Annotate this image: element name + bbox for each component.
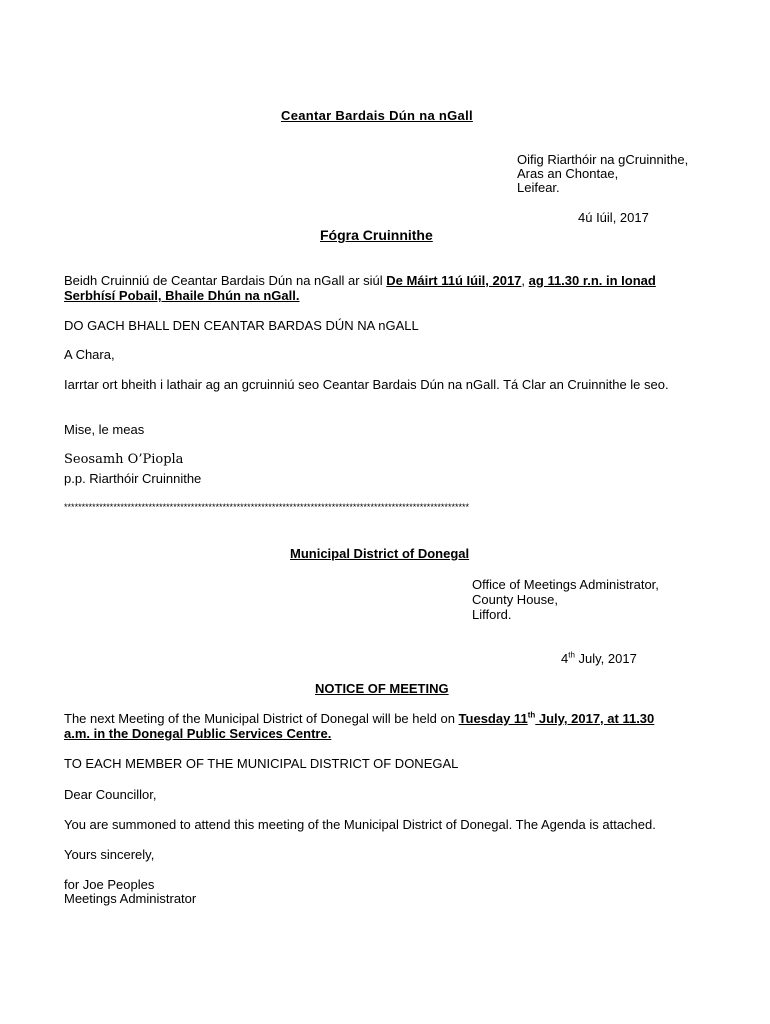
english-address-line-1: Office of Meetings Administrator,	[472, 577, 659, 592]
irish-notice-title: Fógra Cruinnithe	[320, 227, 433, 243]
english-date-day: 4	[561, 651, 569, 666]
irish-body: Iarrtar ort bheith i lathair ag an gcruinniú seo Ceantar Bardais Dún na nGall. Tá Clar an Cruinnithe le seo.	[64, 377, 669, 392]
english-intro-bold-sup: th	[527, 710, 536, 720]
irish-heading: Ceantar Bardais Dún na nGall	[281, 108, 473, 123]
english-address-line-2: County House,	[472, 592, 558, 607]
irish-salutation: A Chara,	[64, 347, 115, 362]
irish-intro-comma: ,	[521, 273, 529, 288]
english-signatory-line-1: for Joe Peoples	[64, 877, 155, 892]
english-intro-line-1	[64, 711, 654, 726]
irish-intro-line-2: Serbhísí Pobail, Bhaile Dhún na nGall.	[64, 288, 300, 303]
irish-intro-time-place: ag 11.30 r.n. in Ionad	[528, 273, 656, 288]
irish-address-line-3: Leifear.	[517, 180, 560, 195]
irish-to-members: DO GACH BHALL DEN CEANTAR BARDAS DÚN NA nGALL	[64, 318, 419, 333]
irish-intro-line-1	[64, 273, 656, 288]
irish-signatory: p.p. Riarthóir Cruinnithe	[64, 471, 202, 486]
irish-address-line-2: Aras an Chontae,	[517, 166, 619, 181]
irish-date: 4ú Iúil, 2017	[578, 210, 649, 225]
english-to-members: TO EACH MEMBER OF THE MUNICIPAL DISTRICT OF DONEGAL	[64, 756, 459, 771]
english-body: You are summoned to attend this meeting of the Municipal District of Donegal. The Agenda is attached.	[64, 817, 656, 832]
english-date	[561, 651, 637, 666]
english-closing: Yours sincerely,	[64, 847, 155, 862]
irish-closing: Mise, le meas	[64, 422, 145, 437]
english-address-line-3: Lifford.	[472, 607, 512, 622]
irish-intro-date: De Máirt 11ú Iúil, 2017	[386, 273, 522, 288]
english-intro-line-2: a.m. in the Donegal Public Services Centre.	[64, 726, 332, 741]
english-intro-bold-2: July, 2017, at 11.30	[535, 711, 655, 726]
english-heading: Municipal District of Donegal	[290, 546, 470, 561]
english-intro-plain: The next Meeting of the Municipal District of Donegal will be held on	[64, 711, 459, 726]
english-salutation: Dear Councillor,	[64, 787, 157, 802]
english-date-rest: July, 2017	[574, 651, 637, 666]
irish-address-line-1: Oifig Riarthóir na gCruinnithe,	[517, 152, 689, 167]
separator-line: *******************************************************************************************************************	[64, 502, 470, 512]
english-date-suffix: th	[568, 650, 575, 660]
english-intro-bold-1: Tuesday 11	[458, 711, 528, 726]
irish-intro-plain: Beidh Cruinniú de Ceantar Bardais Dún na nGall ar siúl	[64, 273, 387, 288]
english-signatory-line-2: Meetings Administrator	[64, 891, 197, 906]
irish-signature: Seosamh O’Piopla	[64, 452, 184, 467]
english-notice-title: NOTICE OF MEETING	[315, 681, 449, 696]
